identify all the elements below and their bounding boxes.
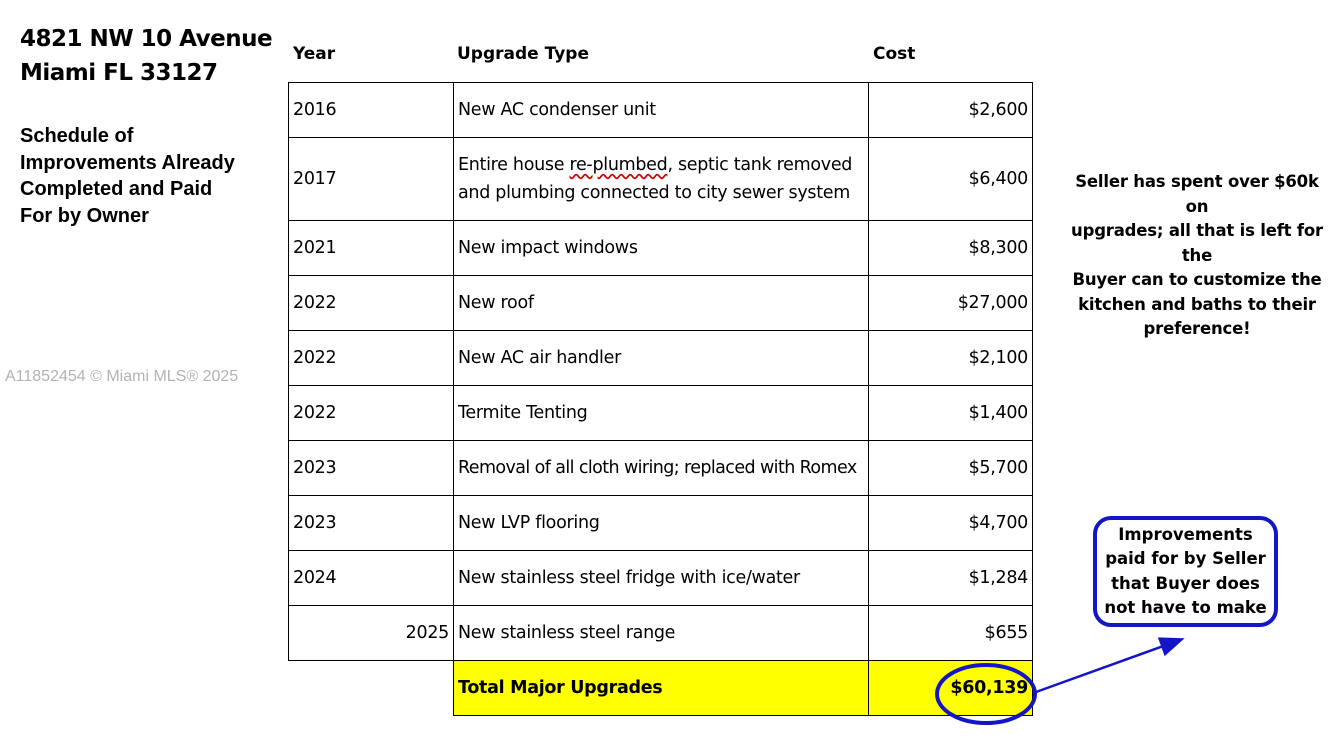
callout-arrow xyxy=(1036,640,1180,692)
callout-line-1: Improvements xyxy=(1118,524,1253,544)
schedule-title-line-1: Schedule of xyxy=(20,125,134,147)
seller-note-line-4: kitchen and baths to their xyxy=(1078,294,1316,314)
cost-cell: $1,400 xyxy=(868,385,1033,441)
upgrade-type-text-part: and plumbing connected to city sewer system xyxy=(458,183,851,203)
column-header-year: Year xyxy=(293,44,336,64)
year-cell: 2023 xyxy=(288,495,454,551)
year-cell: 2024 xyxy=(288,550,454,606)
callout-line-2: paid for by Seller xyxy=(1105,549,1266,568)
total-cost-cell: $60,139 xyxy=(868,660,1033,716)
schedule-title-line-2: Improvements Already xyxy=(20,151,235,174)
table-row xyxy=(288,275,1033,331)
upgrade-type-cell: Removal of all cloth wiring; replaced with Romex xyxy=(453,440,869,496)
upgrade-type-cell: New AC condenser unit xyxy=(453,82,869,138)
cost-cell: $655 xyxy=(868,605,1033,661)
upgrade-type-cell xyxy=(453,137,869,221)
cost-cell: $6,400 xyxy=(868,137,1033,221)
cost-cell: $8,300 xyxy=(868,220,1033,276)
year-cell: 2023 xyxy=(288,440,454,496)
upgrade-type-text-part: , septic tank removed xyxy=(667,155,853,175)
address-line-1: 4821 NW 10 Avenue xyxy=(20,26,273,52)
table-row xyxy=(288,137,1033,221)
table-row xyxy=(288,220,1033,276)
table-row xyxy=(288,330,1033,386)
year-cell: 2025 xyxy=(288,605,454,661)
schedule-title xyxy=(20,123,280,229)
mls-watermark: A11852454 © Miami MLS® 2025 xyxy=(5,368,239,385)
cost-cell: $2,100 xyxy=(868,330,1033,386)
column-header-upgrade-type: Upgrade Type xyxy=(457,44,589,64)
address-line-2: Miami FL 33127 xyxy=(20,60,218,86)
seller-note-line-1: Seller has spent over $60k on xyxy=(1075,172,1319,216)
callout-line-4: not have to make xyxy=(1104,598,1267,617)
year-cell: 2022 xyxy=(288,275,454,331)
table-row xyxy=(288,495,1033,551)
year-cell: 2022 xyxy=(288,330,454,386)
table-row xyxy=(288,82,1033,138)
cost-cell: $5,700 xyxy=(868,440,1033,496)
callout-line-3: that Buyer does xyxy=(1111,573,1260,593)
callout-box xyxy=(1093,516,1278,627)
property-address xyxy=(20,22,272,90)
upgrade-type-text-part: Entire house xyxy=(458,155,570,175)
total-label-cell: Total Major Upgrades xyxy=(453,660,869,716)
year-cell: 2017 xyxy=(288,137,454,221)
upgrade-type-cell: New LVP flooring xyxy=(453,495,869,551)
table-row xyxy=(288,385,1033,441)
cost-cell: $4,700 xyxy=(868,495,1033,551)
year-cell: 2022 xyxy=(288,385,454,441)
total-row xyxy=(288,660,1033,716)
spellcheck-word: re-plumbed xyxy=(569,155,668,175)
cost-cell: $27,000 xyxy=(868,275,1033,331)
upgrade-type-cell: Termite Tenting xyxy=(453,385,869,441)
column-header-cost: Cost xyxy=(873,44,916,64)
upgrade-type-cell: New roof xyxy=(453,275,869,331)
schedule-title-line-4: For by Owner xyxy=(20,204,149,227)
schedule-title-line-3: Completed and Paid xyxy=(20,178,213,200)
seller-note xyxy=(1062,170,1332,342)
year-cell: 2021 xyxy=(288,220,454,276)
upgrade-type-cell: New stainless steel fridge with ice/water xyxy=(453,550,869,606)
table-row xyxy=(288,440,1033,496)
cost-cell: $1,284 xyxy=(868,550,1033,606)
cost-cell: $2,600 xyxy=(868,82,1033,138)
upgrade-type-cell: New impact windows xyxy=(453,220,869,276)
year-cell: 2016 xyxy=(288,82,454,138)
seller-note-line-2: upgrades; all that is left for the xyxy=(1071,221,1323,265)
seller-note-line-3: Buyer can to customize the xyxy=(1072,270,1322,289)
seller-note-line-5: preference! xyxy=(1143,319,1251,338)
table-row xyxy=(288,550,1033,606)
table-row xyxy=(288,605,1033,661)
upgrade-type-cell: New AC air handler xyxy=(453,330,869,386)
upgrade-type-cell: New stainless steel range xyxy=(453,605,869,661)
